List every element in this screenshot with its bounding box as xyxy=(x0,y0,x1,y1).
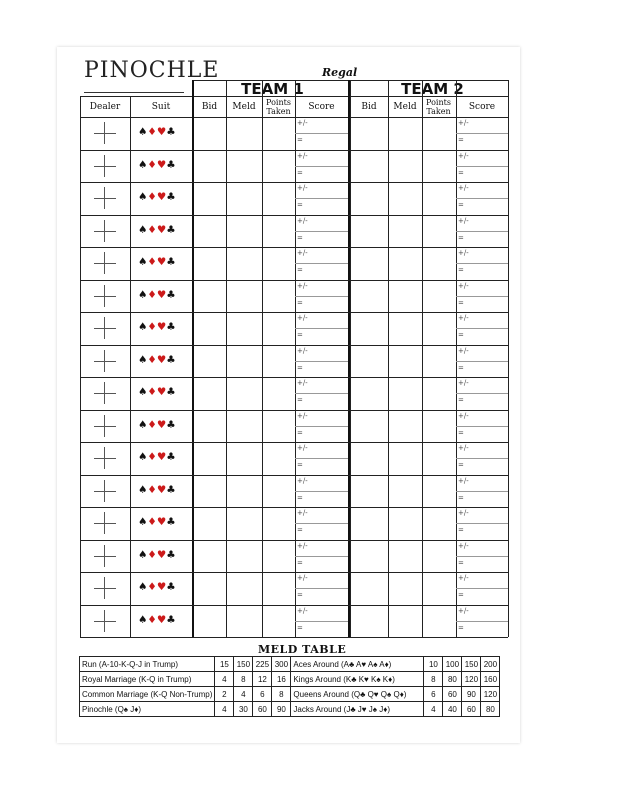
score-half-line xyxy=(295,393,348,394)
grid-bottom-border xyxy=(80,637,508,638)
team2-score-equals: = xyxy=(458,331,464,340)
club-icon: ♣ xyxy=(166,321,176,333)
team2-score-equals: = xyxy=(458,428,464,437)
row-border xyxy=(80,150,508,151)
score-half-line xyxy=(295,426,348,427)
meld-value: 80 xyxy=(481,702,500,717)
header-top-border xyxy=(80,96,508,97)
score-half-line xyxy=(295,198,348,199)
team2-score-plus-minus: +/- xyxy=(458,476,469,485)
meld-value: 150 xyxy=(234,657,253,672)
score-half-line xyxy=(456,328,508,329)
spade-icon: ♠ xyxy=(138,158,148,171)
meld-value: 10 xyxy=(424,657,443,672)
dealer-cross-icon xyxy=(94,545,116,567)
meld-row xyxy=(80,702,500,717)
meld-name: Kings Around (K♣ K♥ K♠ K♦) xyxy=(291,672,424,687)
logo-underline xyxy=(84,92,184,93)
team1-score-equals: = xyxy=(297,233,303,242)
team1-left-border xyxy=(192,80,194,637)
grid-column-line xyxy=(456,80,457,637)
dealer-cross-icon xyxy=(94,415,116,437)
heart-icon: ♥ xyxy=(156,418,167,431)
suit-icons xyxy=(138,419,176,431)
team2-score-plus-minus: +/- xyxy=(458,119,469,127)
meld-value: 8 xyxy=(272,687,291,702)
team2-score-plus-minus: +/- xyxy=(458,151,469,160)
heart-icon: ♥ xyxy=(156,613,167,626)
team2-score-equals: = xyxy=(458,526,464,535)
dealer-cross-icon xyxy=(94,512,116,534)
suit-icons xyxy=(138,321,176,333)
club-icon: ♣ xyxy=(166,158,176,171)
row-border xyxy=(80,410,508,411)
spade-icon: ♠ xyxy=(138,451,148,463)
score-half-line xyxy=(456,491,508,492)
spade-icon: ♠ xyxy=(138,483,148,496)
diamond-icon: ♦ xyxy=(147,158,157,171)
heart-icon: ♥ xyxy=(156,191,167,203)
team1-score-plus-minus: +/- xyxy=(297,411,308,420)
suit-icons xyxy=(138,484,176,496)
spade-icon: ♠ xyxy=(138,581,148,593)
score-half-line xyxy=(456,296,508,297)
meld-row xyxy=(80,657,500,672)
row-border xyxy=(80,345,508,346)
meld-name: Jacks Around (J♣ J♥ J♠ J♦) xyxy=(291,702,424,717)
row-border xyxy=(80,605,508,606)
team1-score-equals: = xyxy=(297,591,303,600)
grid-column-line xyxy=(130,96,131,637)
team2-score-equals: = xyxy=(458,266,464,275)
heart-icon: ♥ xyxy=(156,321,167,333)
row-border xyxy=(80,280,508,281)
team2-score-equals: = xyxy=(458,233,464,242)
regal-brand-logo: Regal xyxy=(322,66,358,79)
meld-value: 40 xyxy=(443,702,462,717)
row-border xyxy=(80,572,508,573)
meld-value: 90 xyxy=(272,702,291,717)
team1-score-equals: = xyxy=(297,266,303,275)
header-suit: Suit xyxy=(151,102,171,112)
spade-icon: ♠ xyxy=(138,288,148,301)
meld-value: 8 xyxy=(234,672,253,687)
meld-table xyxy=(79,656,500,717)
club-icon: ♣ xyxy=(166,223,176,236)
dealer-cross-icon xyxy=(94,317,116,339)
spade-icon: ♠ xyxy=(138,516,148,528)
meld-value: 16 xyxy=(272,672,291,687)
club-icon: ♣ xyxy=(166,353,176,366)
diamond-icon: ♦ xyxy=(147,548,157,561)
meld-value: 6 xyxy=(424,687,443,702)
diamond-icon: ♦ xyxy=(147,386,157,398)
team1-score-equals: = xyxy=(297,493,303,502)
header-team1-meld: Meld xyxy=(232,102,256,112)
club-icon: ♣ xyxy=(166,451,176,463)
meld-value: 2 xyxy=(215,687,234,702)
score-half-line xyxy=(456,393,508,394)
team1-score-plus-minus: +/- xyxy=(297,606,308,615)
score-half-line xyxy=(456,263,508,264)
diamond-icon: ♦ xyxy=(147,516,157,528)
spade-icon: ♠ xyxy=(138,613,148,626)
club-icon: ♣ xyxy=(166,581,176,593)
row-border xyxy=(80,182,508,183)
team2-score-equals: = xyxy=(458,558,464,567)
team2-score-equals: = xyxy=(458,298,464,307)
club-icon: ♣ xyxy=(166,483,176,496)
row-border xyxy=(80,215,508,216)
team2-score-equals: = xyxy=(458,591,464,600)
team2-score-plus-minus: +/- xyxy=(458,606,469,615)
suit-icons xyxy=(138,256,176,268)
meld-name: Common Marriage (K-Q Non-Trump) xyxy=(80,687,215,702)
team1-score-plus-minus: +/- xyxy=(297,541,308,550)
club-icon: ♣ xyxy=(166,288,176,301)
team2-score-plus-minus: +/- xyxy=(458,184,469,192)
score-half-line xyxy=(456,621,508,622)
club-icon: ♣ xyxy=(166,126,176,138)
score-half-line xyxy=(295,361,348,362)
meld-value: 120 xyxy=(462,672,481,687)
score-half-line xyxy=(295,556,348,557)
row-border xyxy=(80,507,508,508)
diamond-icon: ♦ xyxy=(147,451,157,463)
score-half-line xyxy=(295,296,348,297)
grid-column-line xyxy=(422,80,423,637)
team1-score-equals: = xyxy=(297,331,303,340)
header-bottom-border xyxy=(80,117,508,118)
grid-column-line xyxy=(350,80,351,637)
heart-icon: ♥ xyxy=(156,223,167,236)
meld-name: Run (A-10-K-Q-J in Trump) xyxy=(80,657,215,672)
team1-score-equals: = xyxy=(297,298,303,307)
meld-row xyxy=(80,687,500,702)
suit-icons xyxy=(138,516,176,528)
header-team1-score: Score xyxy=(308,102,335,112)
score-half-line xyxy=(295,166,348,167)
heart-icon: ♥ xyxy=(156,483,167,496)
diamond-icon: ♦ xyxy=(147,613,157,626)
meld-value: 4 xyxy=(215,672,234,687)
club-icon: ♣ xyxy=(166,386,176,398)
header-team2-bid: Bid xyxy=(361,102,377,112)
club-icon: ♣ xyxy=(166,418,176,431)
team1-score-equals: = xyxy=(297,526,303,535)
team2-score-plus-minus: +/- xyxy=(458,281,469,290)
diamond-icon: ♦ xyxy=(147,223,157,236)
dealer-cross-icon xyxy=(94,220,116,242)
meld-value: 6 xyxy=(253,687,272,702)
row-border xyxy=(80,312,508,313)
team2-score-equals: = xyxy=(458,493,464,502)
suit-icons xyxy=(138,581,176,593)
meld-value: 200 xyxy=(481,657,500,672)
suit-icons xyxy=(138,289,176,301)
meld-name: Aces Around (A♣ A♥ A♠ A♦) xyxy=(291,657,424,672)
score-half-line xyxy=(295,263,348,264)
spade-icon: ♠ xyxy=(138,548,148,561)
meld-value: 4 xyxy=(424,702,443,717)
team2-score-equals: = xyxy=(458,136,464,145)
spade-icon: ♠ xyxy=(138,191,148,203)
pinochle-logo: PINOCHLE xyxy=(84,58,220,83)
row-border xyxy=(80,540,508,541)
diamond-icon: ♦ xyxy=(147,321,157,333)
club-icon: ♣ xyxy=(166,548,176,561)
diamond-icon: ♦ xyxy=(147,126,157,138)
diamond-icon: ♦ xyxy=(147,288,157,301)
header-team2-score: Score xyxy=(468,102,496,112)
team2-score-equals: = xyxy=(458,201,464,210)
score-half-line xyxy=(295,328,348,329)
club-icon: ♣ xyxy=(166,256,176,268)
team2-score-plus-minus: +/- xyxy=(458,574,469,582)
dealer-cross-icon xyxy=(94,480,116,502)
team2-score-equals: = xyxy=(458,461,464,470)
team1-score-plus-minus: +/- xyxy=(297,281,308,290)
dealer-cross-icon xyxy=(94,122,116,144)
score-half-line xyxy=(456,523,508,524)
meld-value: 120 xyxy=(481,687,500,702)
team-divider-line xyxy=(348,80,350,637)
header-dealer: Dealer xyxy=(89,102,121,112)
score-half-line xyxy=(456,166,508,167)
meld-value: 60 xyxy=(443,687,462,702)
spade-icon: ♠ xyxy=(138,256,148,268)
suit-icons xyxy=(138,126,176,138)
spade-icon: ♠ xyxy=(138,353,148,366)
team1-score-equals: = xyxy=(297,428,303,437)
team2-score-plus-minus: +/- xyxy=(458,346,469,355)
spade-icon: ♠ xyxy=(138,418,148,431)
score-half-line xyxy=(295,523,348,524)
score-half-line xyxy=(456,556,508,557)
grid-column-line xyxy=(80,96,81,637)
team2-score-plus-minus: +/- xyxy=(458,444,469,452)
diamond-icon: ♦ xyxy=(147,418,157,431)
dealer-cross-icon xyxy=(94,577,116,599)
score-half-line xyxy=(456,458,508,459)
team-2-title: TEAM 2 xyxy=(401,80,464,98)
dealer-cross-icon xyxy=(94,252,116,274)
dealer-cross-icon xyxy=(94,155,116,177)
header-team2-points-taken: Points Taken xyxy=(426,98,451,116)
diamond-icon: ♦ xyxy=(147,256,157,268)
team1-score-equals: = xyxy=(297,396,303,405)
grid-column-line xyxy=(508,80,509,637)
team2-score-plus-minus: +/- xyxy=(458,314,469,322)
suit-icons xyxy=(138,614,176,626)
diamond-icon: ♦ xyxy=(147,483,157,496)
meld-value: 60 xyxy=(462,702,481,717)
row-border xyxy=(80,442,508,443)
team2-score-equals: = xyxy=(458,363,464,372)
club-icon: ♣ xyxy=(166,613,176,626)
suit-icons xyxy=(138,354,176,366)
team1-score-plus-minus: +/- xyxy=(297,346,308,355)
meld-value: 15 xyxy=(215,657,234,672)
spade-icon: ♠ xyxy=(138,386,148,398)
team1-score-plus-minus: +/- xyxy=(297,216,308,225)
suit-icons xyxy=(138,224,176,236)
score-half-line xyxy=(295,133,348,134)
score-half-line xyxy=(456,426,508,427)
dealer-cross-icon xyxy=(94,382,116,404)
team1-score-plus-minus: +/- xyxy=(297,314,308,322)
score-half-line xyxy=(295,621,348,622)
suit-icons xyxy=(138,549,176,561)
heart-icon: ♥ xyxy=(156,386,167,398)
meld-value: 150 xyxy=(462,657,481,672)
row-border xyxy=(80,377,508,378)
team1-score-plus-minus: +/- xyxy=(297,444,308,452)
score-half-line xyxy=(295,458,348,459)
meld-name: Royal Marriage (K-Q in Trump) xyxy=(80,672,215,687)
team1-score-equals: = xyxy=(297,136,303,145)
team1-score-equals: = xyxy=(297,461,303,470)
team2-score-plus-minus: +/- xyxy=(458,411,469,420)
grid-column-line xyxy=(295,80,296,637)
meld-value: 4 xyxy=(215,702,234,717)
team1-score-plus-minus: +/- xyxy=(297,184,308,192)
team1-score-plus-minus: +/- xyxy=(297,249,308,257)
team1-score-equals: = xyxy=(297,363,303,372)
suit-icons xyxy=(138,191,176,203)
score-half-line xyxy=(456,231,508,232)
row-border xyxy=(80,475,508,476)
header-team1-points-taken: Points Taken xyxy=(266,98,291,116)
spade-icon: ♠ xyxy=(138,223,148,236)
club-icon: ♣ xyxy=(166,516,176,528)
heart-icon: ♥ xyxy=(156,288,167,301)
team1-score-equals: = xyxy=(297,168,303,177)
heart-icon: ♥ xyxy=(156,548,167,561)
team1-score-plus-minus: +/- xyxy=(297,509,308,517)
row-border xyxy=(80,247,508,248)
score-half-line xyxy=(295,491,348,492)
meld-value: 60 xyxy=(253,702,272,717)
diamond-icon: ♦ xyxy=(147,581,157,593)
team1-score-plus-minus: +/- xyxy=(297,119,308,127)
grid-column-line xyxy=(262,80,263,637)
meld-name: Pinochle (Q♠ J♦) xyxy=(80,702,215,717)
heart-icon: ♥ xyxy=(156,256,167,268)
heart-icon: ♥ xyxy=(156,158,167,171)
diamond-icon: ♦ xyxy=(147,353,157,366)
team1-score-plus-minus: +/- xyxy=(297,476,308,485)
meld-value: 8 xyxy=(424,672,443,687)
meld-table-title: MELD TABLE xyxy=(258,643,347,656)
score-half-line xyxy=(295,231,348,232)
score-half-line xyxy=(456,133,508,134)
suit-icons xyxy=(138,451,176,463)
team2-score-equals: = xyxy=(458,396,464,405)
team1-score-equals: = xyxy=(297,558,303,567)
diamond-icon: ♦ xyxy=(147,191,157,203)
meld-name: Queens Around (Q♣ Q♥ Q♠ Q♦) xyxy=(291,687,424,702)
team2-score-equals: = xyxy=(458,623,464,632)
team1-score-plus-minus: +/- xyxy=(297,379,308,387)
team-1-title: TEAM 1 xyxy=(241,80,304,98)
team1-score-plus-minus: +/- xyxy=(297,574,308,582)
suit-icons xyxy=(138,159,176,171)
heart-icon: ♥ xyxy=(156,581,167,593)
spade-icon: ♠ xyxy=(138,126,148,138)
meld-value: 12 xyxy=(253,672,272,687)
spade-icon: ♠ xyxy=(138,321,148,333)
club-icon: ♣ xyxy=(166,191,176,203)
suit-icons xyxy=(138,386,176,398)
team2-score-plus-minus: +/- xyxy=(458,379,469,387)
meld-value: 4 xyxy=(234,687,253,702)
team2-score-plus-minus: +/- xyxy=(458,216,469,225)
meld-value: 90 xyxy=(462,687,481,702)
heart-icon: ♥ xyxy=(156,451,167,463)
team1-score-equals: = xyxy=(297,201,303,210)
meld-value: 225 xyxy=(253,657,272,672)
score-sheet xyxy=(57,47,520,743)
grid-column-line xyxy=(388,80,389,637)
score-half-line xyxy=(456,361,508,362)
score-half-line xyxy=(456,198,508,199)
dealer-cross-icon xyxy=(94,285,116,307)
team2-score-plus-minus: +/- xyxy=(458,541,469,550)
score-half-line xyxy=(456,588,508,589)
header-team1-bid: Bid xyxy=(201,102,218,112)
team1-score-equals: = xyxy=(297,623,303,632)
meld-value: 300 xyxy=(272,657,291,672)
dealer-cross-icon xyxy=(94,187,116,209)
team1-score-plus-minus: +/- xyxy=(297,151,308,160)
team2-score-plus-minus: +/- xyxy=(458,249,469,257)
heart-icon: ♥ xyxy=(156,516,167,528)
grid-column-line xyxy=(226,80,227,637)
meld-value: 100 xyxy=(443,657,462,672)
meld-value: 80 xyxy=(443,672,462,687)
heart-icon: ♥ xyxy=(156,353,167,366)
meld-value: 30 xyxy=(234,702,253,717)
meld-row xyxy=(80,672,500,687)
team2-score-equals: = xyxy=(458,168,464,177)
heart-icon: ♥ xyxy=(156,126,167,138)
dealer-cross-icon xyxy=(94,610,116,632)
team2-score-plus-minus: +/- xyxy=(458,509,469,517)
header-team2-meld: Meld xyxy=(393,102,417,112)
score-half-line xyxy=(295,588,348,589)
meld-value: 160 xyxy=(481,672,500,687)
dealer-cross-icon xyxy=(94,350,116,372)
dealer-cross-icon xyxy=(94,447,116,469)
